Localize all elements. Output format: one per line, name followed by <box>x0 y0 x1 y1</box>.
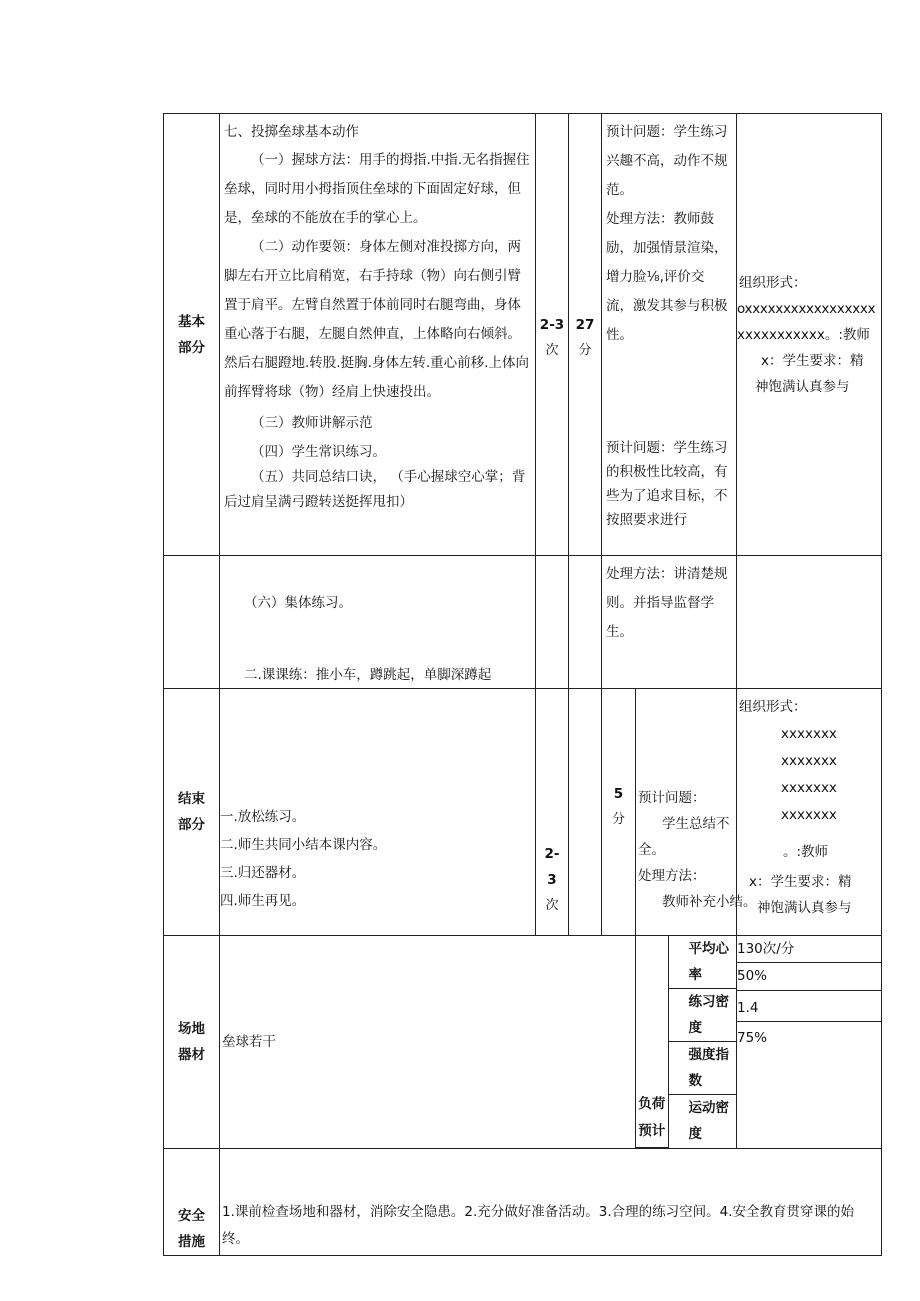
metric-name: 强度指数 <box>668 1042 736 1095</box>
group-content <box>220 556 536 689</box>
load-estimate-label <box>636 936 668 1147</box>
org-requirement: x：学生要求：精 <box>749 874 852 890</box>
metric-value: 130次/分 <box>737 936 881 963</box>
org-title: 组织形式： <box>739 699 807 715</box>
section-label-line: 措施 <box>178 1233 205 1250</box>
safety-content: 1.课前检查场地和器材，消除安全隐患。2.充分做好准备活动。3.合理的练习空间。4.安全教育贯穿课的始终。 <box>220 1148 882 1255</box>
metric-value: 75% <box>737 1022 881 1054</box>
basic-minutes <box>569 114 602 556</box>
ending-item: 一.放松练习。 <box>220 809 306 825</box>
section-label-line: 部分 <box>178 339 205 356</box>
notes-problem: 预计问题：学生练习兴趣不高，动作不规范。 <box>606 124 728 198</box>
basic-times <box>536 114 569 556</box>
metric-name: 练习密度 <box>668 989 736 1042</box>
group-notes <box>602 556 737 689</box>
load-values-table <box>737 936 881 1053</box>
org-requirement: 神饱满认真参与 <box>755 379 850 395</box>
section-label-line: 结束 <box>178 791 205 807</box>
load-estimate-cell <box>636 936 737 1149</box>
load-values-cell <box>737 936 882 1149</box>
times-unit: 次 <box>545 898 559 913</box>
basic-organization <box>737 114 882 556</box>
content-paragraph: （四）学生常识练习。 <box>251 444 386 460</box>
ending-notes <box>636 689 757 936</box>
venue-content: 垒球若干 <box>220 936 636 1149</box>
basic-content <box>220 114 536 556</box>
ending-minutes <box>602 689 636 936</box>
ending-organization <box>737 689 882 936</box>
org-requirement: 神饱满认真参与 <box>757 900 852 916</box>
safety-section-label <box>164 1148 220 1255</box>
empty-cell <box>737 556 882 689</box>
notes-text: 全。 <box>638 842 665 858</box>
times-number: 2- <box>544 846 560 862</box>
org-requirement: x：学生要求：精 <box>761 353 864 369</box>
empty-cell <box>569 689 602 936</box>
notes-text: 学生总结不 <box>662 816 730 832</box>
notes-label: 处理方法： <box>638 868 706 884</box>
content-paragraph: （二）动作要领：身体左侧对准投掷方向，两脚左右开立比肩稍宽，右手持球（物）向右侧引臂置于肩平。左臂自然置于体前同时右腿弯曲，身体重心落于右腿，左腿自然伸直，上体略向右倾斜。然后右腿蹬地.转股.挺胸.身体左转.重心前移.上体向前挥臂将球（物）经肩上快速投出。 <box>224 239 529 400</box>
content-paragraph: （三）教师讲解示范 <box>251 415 373 431</box>
org-title: 组织形式： <box>739 275 807 291</box>
group-item: 二.课课练：推小车，蹲跳起，单脚深蹲起 <box>244 667 492 683</box>
venue-row <box>164 936 882 1149</box>
minutes-number: 27 <box>575 317 595 333</box>
section-label-line: 基本 <box>178 313 205 330</box>
notes-label: 预计问题： <box>638 790 706 806</box>
metric-name: 运动密度 <box>668 1095 736 1148</box>
basic-notes <box>602 114 737 556</box>
minutes-number: 5 <box>613 786 624 802</box>
ending-times <box>536 689 569 936</box>
section-label-line: 负荷 <box>638 1095 666 1112</box>
notes-problem-2: 预计问题：学生练习的积极性比较高，有些为了追求目标，不按照要求进行 <box>606 440 728 528</box>
org-formation-line: xxxxxxxxxxx。:教师 <box>737 327 870 343</box>
ending-item: 三.归还器材。 <box>220 865 306 881</box>
section-label-line: 预计 <box>638 1122 666 1139</box>
group-practice-row <box>164 556 882 689</box>
minutes-unit: 分 <box>611 812 625 827</box>
notes-text: 教师补充小结。 <box>662 894 757 910</box>
section-label-line: 器材 <box>178 1046 205 1063</box>
section-label-line: 场地 <box>178 1020 205 1037</box>
empty-cell <box>569 556 602 689</box>
org-formation-line: xxxxxxx <box>781 726 837 742</box>
org-teacher: 。:教师 <box>783 844 829 860</box>
empty-cell <box>164 556 220 689</box>
org-formation-line: xxxxxxx <box>781 807 837 823</box>
content-paragraph: （一）握球方法：用手的拇指.中指.无名指握住垒球，同时用小拇指顶住垒球的下面固定好球，但是，垒球的不能放在手的掌心上。 <box>224 152 530 226</box>
times-number: 3 <box>547 872 557 888</box>
metric-value: 50% <box>737 963 881 991</box>
basic-section-label <box>164 114 220 556</box>
ending-item: 四.师生再见。 <box>220 893 306 909</box>
safety-row <box>164 1148 882 1255</box>
minutes-unit: 分 <box>578 343 592 358</box>
ending-item: 二.师生共同小结本课内容。 <box>220 837 387 853</box>
org-formation-line: oxxxxxxxxxxxxxxxxx <box>737 301 876 317</box>
metric-value: 1.4 <box>737 991 881 1022</box>
ending-section-row <box>164 689 882 936</box>
notes-solution: 处理方法：讲清楚规则。并指导监督学生。 <box>606 566 728 640</box>
section-label-line: 安全 <box>178 1207 205 1224</box>
load-metrics-table <box>636 936 736 1148</box>
ending-section-label <box>164 689 220 936</box>
content-heading: 七、投掷垒球基本动作 <box>224 124 359 140</box>
basic-section-row <box>164 114 882 556</box>
org-formation-line: xxxxxxx <box>781 753 837 769</box>
group-item: （六）集体练习。 <box>244 595 352 611</box>
empty-cell <box>536 556 569 689</box>
content-paragraph: （五）共同总结口诀， （手心握球空心掌；背后过肩呈满弓蹬转送挺挥甩扣） <box>224 469 526 510</box>
times-number: 2-3 <box>539 317 565 333</box>
times-unit: 次 <box>545 343 559 358</box>
section-label-line: 部分 <box>178 817 205 833</box>
lesson-plan-table <box>163 113 882 1256</box>
notes-solution: 处理方法：教师鼓励，加强情景渲染，增力脸⅛,评价交流，激发其参与积极性。 <box>606 211 728 343</box>
ending-content <box>220 689 536 936</box>
venue-section-label <box>164 936 220 1149</box>
metric-name: 平均心率 <box>668 936 736 989</box>
org-formation-line: xxxxxxx <box>781 780 837 796</box>
